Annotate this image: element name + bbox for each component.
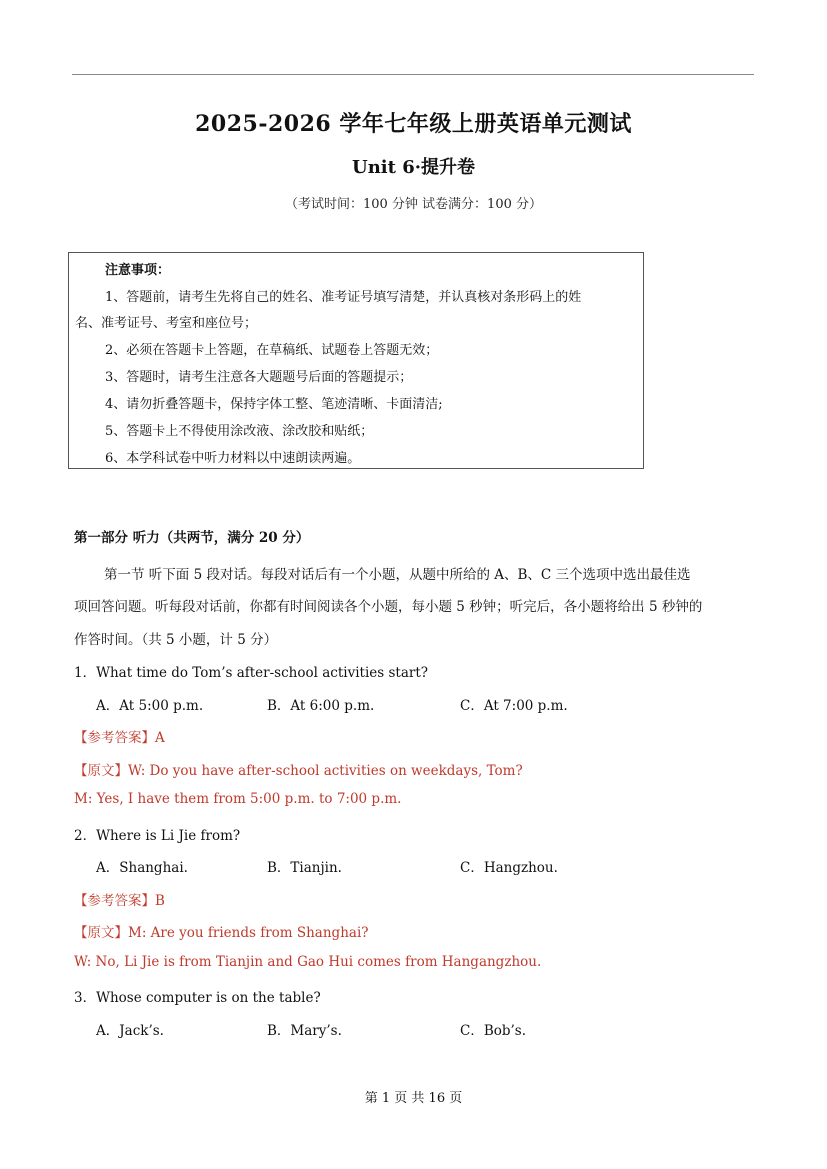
option-b: B．Mary’s. (267, 1023, 342, 1039)
section1-instructions: 项回答问题。听每段对话前，你都有时间阅读各个小题，每小题 5 秒钟；听完后，各小题将给出 5 秒钟的 (74, 599, 703, 615)
option-a: A．At 5:00 p.m. (96, 698, 204, 714)
notice-item: 2、必须在答题卡上答题，在草稿纸、试题卷上答题无效； (105, 343, 439, 358)
header-rule (72, 74, 754, 75)
question-stem: 1．What time do Tom’s after-school activities start? (74, 665, 428, 681)
page-footer: 第 1 页 共 16 页 (364, 1091, 463, 1106)
notice-item: 4、请勿折叠答题卡，保持字体工整、笔迹清晰、卡面清洁; (105, 397, 443, 412)
notice-item: 1、答题前，请考生先将自己的姓名、准考证号填写清楚，并认真核对条形码上的姓 (105, 290, 582, 305)
reference-answer: 【参考答案】A (74, 730, 165, 746)
notice-heading: 注意事项： (105, 263, 171, 278)
option-a: A．Shanghai. (96, 860, 188, 876)
option-b: B．Tianjin. (267, 860, 342, 876)
notice-box (68, 252, 644, 469)
option-a: A．Jack’s. (96, 1023, 164, 1039)
notice-item: 6、本学科试卷中听力材料以中速朗读两遍。 (105, 451, 361, 466)
notice-item: 名、准考证号、考室和座位号； (75, 316, 258, 331)
option-c: C．Hangzhou. (460, 860, 558, 876)
option-c: C．At 7:00 p.m. (460, 698, 568, 714)
reference-answer: 【参考答案】B (74, 893, 165, 909)
section1-instructions: 作答时间。（共 5 小题，计 5 分） (74, 632, 278, 648)
notice-item: 5、答题卡上不得使用涂改液、涂改胶和贴纸； (105, 424, 374, 439)
exam-info: （考试时间：100 分钟 试卷满分：100 分） (284, 197, 543, 212)
transcript: 【原文】M: Are you friends from Shanghai? (74, 925, 369, 941)
question-stem: 3．Whose computer is on the table? (74, 990, 321, 1006)
option-b: B．At 6:00 p.m. (267, 698, 375, 714)
question-stem: 2．Where is Li Jie from? (74, 828, 241, 844)
transcript: 【原文】W: Do you have after-school activities on weekdays, Tom? (74, 763, 523, 779)
transcript: M: Yes, I have them from 5:00 p.m. to 7:00 p.m. (74, 791, 402, 807)
section1-instructions: 第一节 听下面 5 段对话。每段对话后有一个小题，从题中所给的 A、B、C 三个选项中选出最佳选 (104, 567, 691, 583)
option-c: C．Bob’s. (460, 1023, 527, 1039)
notice-item: 3、答题时，请考生注意各大题题号后面的答题提示； (105, 370, 413, 385)
page-subtitle: Unit 6·提升卷 (352, 157, 475, 178)
page-title: 2025-2026 学年七年级上册英语单元测试 (195, 111, 632, 137)
part1-heading: 第一部分 听力（共两节，满分 20 分） (74, 530, 310, 546)
transcript: W: No, Li Jie is from Tianjin and Gao Hui comes from Hangangzhou. (74, 954, 542, 970)
